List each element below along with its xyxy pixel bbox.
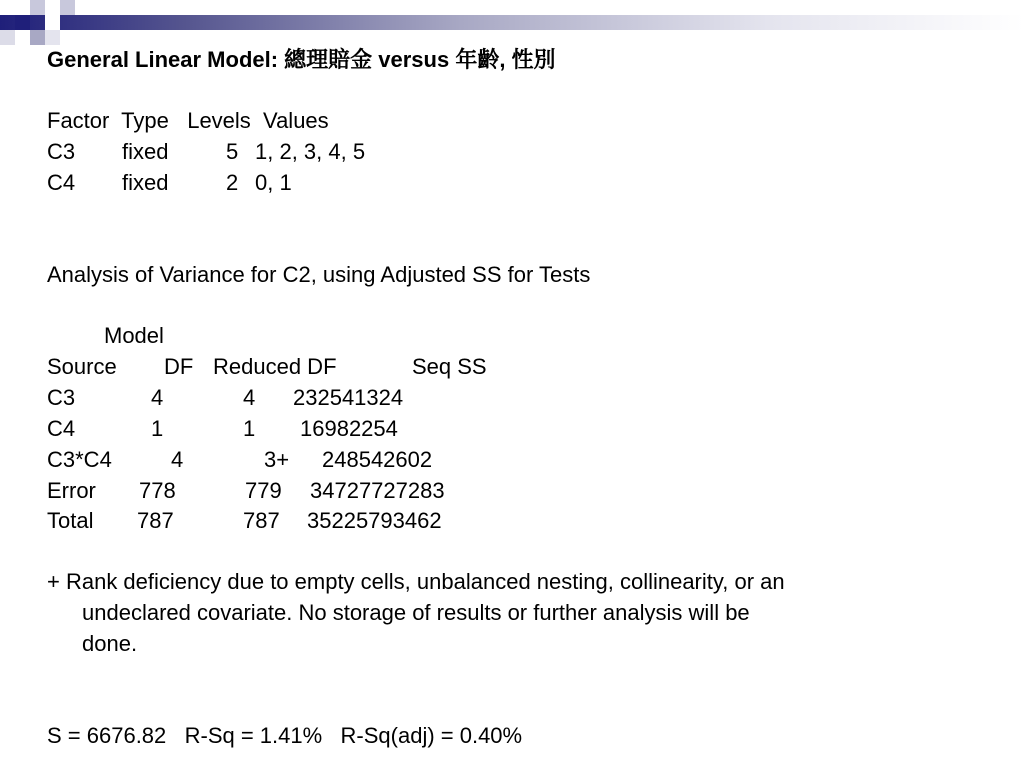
- factor-values: 1, 2, 3, 4, 5: [255, 139, 366, 164]
- rank-deficiency-note-cont: undeclared covariate. No storage of results or further analysis will be: [82, 600, 750, 625]
- decorative-square: [0, 30, 15, 45]
- reduced-df-cell: 3+: [264, 447, 290, 472]
- seq-ss-cell: 34727727283: [310, 478, 445, 503]
- df-cell: 1: [151, 416, 164, 441]
- source-cell: C3*C4: [47, 447, 112, 472]
- reduced-df-cell: 1: [243, 416, 256, 441]
- seq-ss-cell: 35225793462: [307, 508, 442, 533]
- model-label: Model: [104, 323, 164, 348]
- col-header-df: DF: [164, 354, 194, 379]
- header-gradient-band: [0, 15, 1024, 30]
- anova-heading: Analysis of Variance for C2, using Adjusted SS for Tests: [47, 262, 591, 287]
- reduced-df-cell: 779: [245, 478, 282, 503]
- factor-values: 0, 1: [255, 170, 292, 195]
- reduced-df-cell: 787: [243, 508, 280, 533]
- model-summary-stats: S = 6676.82 R-Sq = 1.41% R-Sq(adj) = 0.40%: [47, 723, 523, 748]
- seq-ss-cell: 248542602: [322, 447, 433, 472]
- decorative-square: [60, 0, 75, 15]
- decorative-square: [45, 30, 60, 45]
- factor-levels: 5: [226, 139, 239, 164]
- df-cell: 787: [137, 508, 174, 533]
- decorative-square: [30, 0, 45, 15]
- factor-name: C3: [47, 139, 76, 164]
- factor-table-header: Factor Type Levels Values: [47, 108, 329, 133]
- source-cell: Error: [47, 478, 96, 503]
- decorative-square: [45, 15, 60, 30]
- page-title: General Linear Model: 總理賠金 versus 年齡, 性別: [47, 47, 556, 72]
- decorative-square: [30, 30, 45, 45]
- decorative-square: [15, 15, 30, 30]
- col-header-seq-ss: Seq SS: [412, 354, 487, 379]
- source-cell: C4: [47, 416, 76, 441]
- seq-ss-cell: 16982254: [300, 416, 398, 441]
- source-cell: Total: [47, 508, 94, 533]
- source-cell: C3: [47, 385, 76, 410]
- col-header-reduced-df: Reduced DF: [213, 354, 337, 379]
- reduced-df-cell: 4: [243, 385, 256, 410]
- factor-name: C4: [47, 170, 76, 195]
- factor-type: fixed: [122, 170, 169, 195]
- factor-levels: 2: [226, 170, 239, 195]
- df-cell: 4: [171, 447, 184, 472]
- rank-deficiency-note-cont: done.: [82, 631, 138, 656]
- seq-ss-cell: 232541324: [293, 385, 404, 410]
- rank-deficiency-note: + Rank deficiency due to empty cells, unbalanced nesting, collinearity, or an: [47, 569, 785, 594]
- df-cell: 4: [151, 385, 164, 410]
- col-header-source: Source: [47, 354, 117, 379]
- factor-type: fixed: [122, 139, 169, 164]
- decorative-square: [15, 45, 30, 60]
- df-cell: 778: [139, 478, 176, 503]
